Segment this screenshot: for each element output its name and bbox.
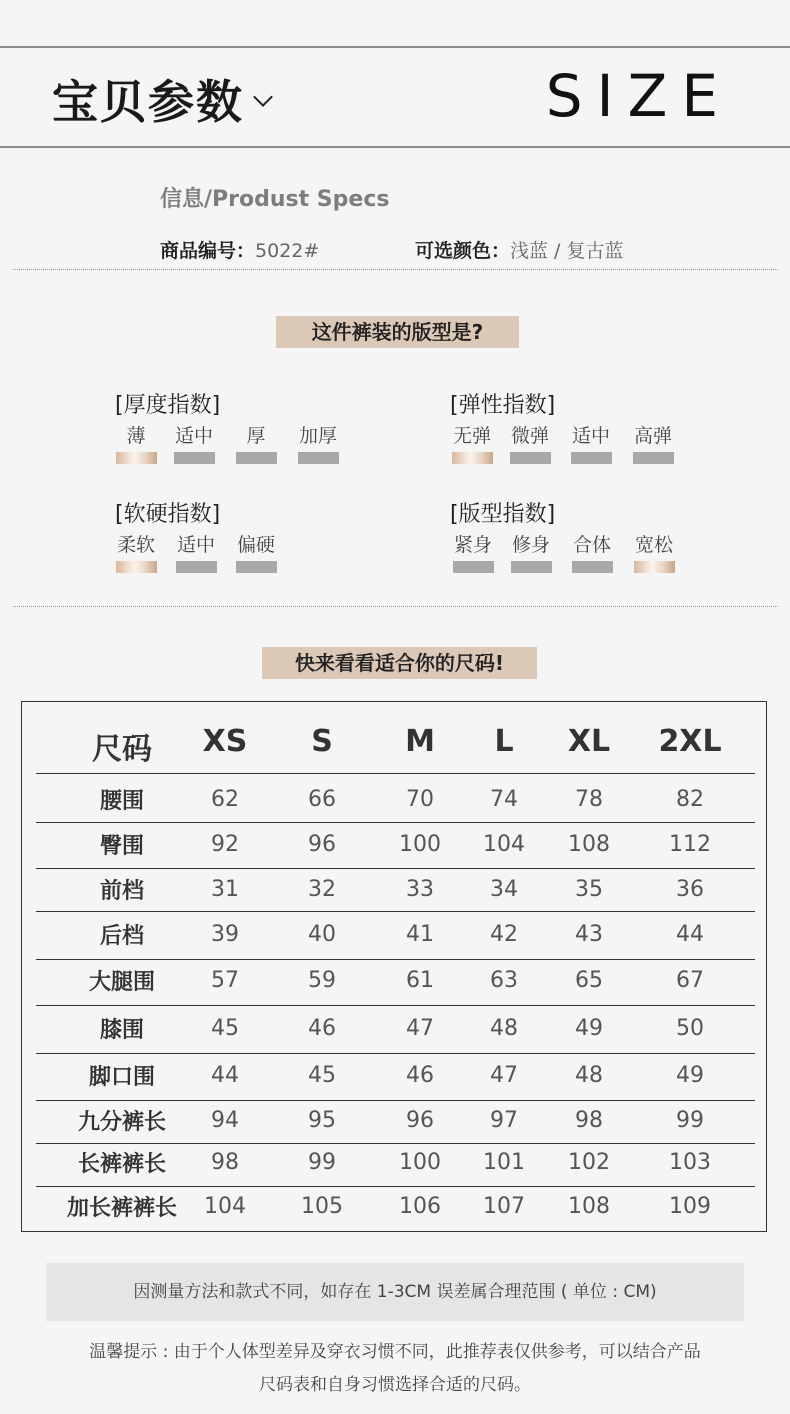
table-row-divider — [36, 1053, 755, 1054]
table-cell: 40 — [308, 922, 336, 947]
table-cell: 49 — [575, 1016, 603, 1041]
table-cell: 108 — [568, 832, 610, 857]
table-cell: 95 — [308, 1108, 336, 1133]
table-cell: 59 — [308, 968, 336, 993]
table-cell: 106 — [399, 1194, 441, 1219]
table-cell: 48 — [490, 1016, 518, 1041]
table-row-label: 膝围 — [99, 1018, 144, 1043]
index-bar-selected — [116, 561, 157, 573]
index-option-label: 厚 — [246, 425, 266, 447]
table-cell: 57 — [211, 968, 239, 993]
table-cell: 97 — [490, 1108, 518, 1133]
table-cell: 99 — [308, 1150, 336, 1175]
item-number — [160, 236, 319, 263]
table-cell: 74 — [490, 787, 518, 812]
table-cell: 45 — [308, 1063, 336, 1088]
table-cell: 50 — [676, 1016, 704, 1041]
index-option-label: 偏硬 — [236, 534, 275, 556]
tip-line: 尺码表和自身习惯选择合适的尺码。 — [259, 1375, 531, 1395]
table-cell: 45 — [211, 1016, 239, 1041]
table-row-divider — [36, 822, 755, 823]
table-cell: 33 — [406, 877, 434, 902]
index-option-label: 适中 — [571, 425, 610, 447]
table-cell: 99 — [676, 1108, 704, 1133]
table-cell: 108 — [568, 1194, 610, 1219]
index-option-label: 合体 — [572, 534, 611, 556]
size-heading: SIZE — [545, 62, 732, 130]
table-cell: 39 — [211, 922, 239, 947]
table-cell: 43 — [575, 922, 603, 947]
page-title-text: 宝贝参数 — [52, 75, 244, 129]
table-cell: 47 — [490, 1063, 518, 1088]
table-cell: 70 — [406, 787, 434, 812]
table-row-divider — [36, 1100, 755, 1101]
table-cell: 41 — [406, 922, 434, 947]
table-cell: 62 — [211, 787, 239, 812]
table-row-label: 九分裤长 — [77, 1110, 166, 1135]
size-table — [21, 701, 767, 1232]
table-cell: 61 — [406, 968, 434, 993]
table-cell: 67 — [676, 968, 704, 993]
table-cell: 46 — [308, 1016, 336, 1041]
index-option-label: 无弹 — [452, 425, 491, 447]
table-cell: 63 — [490, 968, 518, 993]
table-row-label: 臀围 — [99, 834, 144, 859]
item-number-label: 商品编号： — [160, 240, 256, 262]
colors-label: 可选颜色： — [415, 240, 511, 262]
table-cell: 44 — [211, 1063, 239, 1088]
index-bar — [236, 561, 277, 573]
top-divider — [0, 46, 790, 48]
table-header-size: 尺码 — [92, 732, 152, 767]
fit-banner: 这件裤装的版型是? — [276, 316, 519, 348]
table-row-label: 长裤裤长 — [77, 1152, 166, 1177]
index-bar — [572, 561, 613, 573]
table-row-label: 后档 — [99, 924, 144, 949]
index-bar — [236, 452, 277, 464]
size-banner: 快来看看适合你的尺码! — [262, 647, 537, 679]
table-cell: 100 — [399, 832, 441, 857]
item-number-value: 5022# — [255, 240, 320, 262]
table-row-label: 加长裤裤长 — [66, 1196, 177, 1221]
header-divider — [0, 146, 790, 148]
table-cell: 31 — [211, 877, 239, 902]
table-cell: 46 — [406, 1063, 434, 1088]
table-cell: 104 — [204, 1194, 246, 1219]
table-row-label: 前档 — [99, 879, 144, 904]
table-cell: 92 — [211, 832, 239, 857]
table-row-divider — [36, 959, 755, 960]
available-colors — [415, 236, 624, 263]
table-cell: 66 — [308, 787, 336, 812]
index-option-label: 微弹 — [510, 425, 549, 447]
index-bar — [633, 452, 674, 464]
dotted-divider — [13, 269, 778, 270]
table-row-divider — [36, 1186, 755, 1187]
table-cell: 49 — [676, 1063, 704, 1088]
table-cell: 34 — [490, 877, 518, 902]
table-header-cell: L — [494, 724, 514, 759]
index-option-label: 紧身 — [453, 534, 492, 556]
index-option-label: 宽松 — [634, 534, 673, 556]
index-option-label: 修身 — [511, 534, 550, 556]
table-cell: 101 — [483, 1150, 525, 1175]
index-bar-selected — [634, 561, 675, 573]
table-cell: 36 — [676, 877, 704, 902]
table-header-cell: XS — [202, 724, 248, 759]
table-row-label: 脚口围 — [88, 1065, 155, 1090]
colors-value: 浅蓝 / 复古蓝 — [510, 240, 624, 262]
index-bar-selected — [116, 452, 157, 464]
table-header-cell: S — [311, 724, 333, 759]
table-header-cell: M — [405, 724, 435, 759]
index-option-label: 柔软 — [116, 534, 155, 556]
table-cell: 32 — [308, 877, 336, 902]
table-row-divider — [36, 1143, 755, 1144]
table-row-divider — [36, 773, 755, 774]
table-cell: 48 — [575, 1063, 603, 1088]
measurement-note: 因测量方法和款式不同，如存在 1-3CM 误差属合理范围 ( 单位 : CM) — [46, 1263, 744, 1321]
table-row-divider — [36, 911, 755, 912]
index-option-label: 薄 — [126, 425, 146, 447]
index-bar — [453, 561, 494, 573]
table-row-label: 腰围 — [99, 789, 144, 814]
index-bar — [571, 452, 612, 464]
table-cell: 102 — [568, 1150, 610, 1175]
table-cell: 112 — [669, 832, 711, 857]
table-row-divider — [36, 868, 755, 869]
specs-heading: 信息/Produst Specs — [160, 187, 390, 212]
index-bar — [510, 452, 551, 464]
table-row-divider — [36, 1005, 755, 1006]
table-cell: 94 — [211, 1108, 239, 1133]
table-cell: 78 — [575, 787, 603, 812]
index-option-label: 适中 — [176, 534, 215, 556]
index-option-label: 高弹 — [633, 425, 672, 447]
table-cell: 35 — [575, 877, 603, 902]
table-cell: 96 — [406, 1108, 434, 1133]
table-cell: 100 — [399, 1150, 441, 1175]
table-cell: 109 — [669, 1194, 711, 1219]
tip-line: 温馨提示 : 由于个人体型差异及穿衣习惯不同，此推荐表仅供参考，可以结合产品 — [89, 1342, 701, 1362]
index-title: [软硬指数] — [115, 502, 221, 527]
table-header-cell: XL — [567, 724, 611, 759]
table-cell: 47 — [406, 1016, 434, 1041]
index-title: [弹性指数] — [450, 393, 556, 418]
index-option-label: 适中 — [174, 425, 213, 447]
table-cell: 65 — [575, 968, 603, 993]
index-title: [版型指数] — [450, 502, 556, 527]
table-cell: 98 — [575, 1108, 603, 1133]
dotted-divider — [13, 606, 778, 607]
page-title — [52, 66, 270, 132]
index-bar — [174, 452, 215, 464]
table-cell: 98 — [211, 1150, 239, 1175]
table-cell: 104 — [483, 832, 525, 857]
table-cell: 96 — [308, 832, 336, 857]
table-header-cell: 2XL — [658, 724, 722, 759]
chevron-down-icon — [253, 87, 273, 107]
index-bar — [298, 452, 339, 464]
table-cell: 82 — [676, 787, 704, 812]
index-bar — [511, 561, 552, 573]
table-cell: 103 — [669, 1150, 711, 1175]
index-bar-selected — [452, 452, 493, 464]
table-cell: 42 — [490, 922, 518, 947]
table-row-label: 大腿围 — [88, 970, 155, 995]
table-cell: 107 — [483, 1194, 525, 1219]
table-cell: 44 — [676, 922, 704, 947]
index-option-label: 加厚 — [298, 425, 337, 447]
table-cell: 105 — [301, 1194, 343, 1219]
index-title: [厚度指数] — [115, 393, 221, 418]
index-bar — [176, 561, 217, 573]
